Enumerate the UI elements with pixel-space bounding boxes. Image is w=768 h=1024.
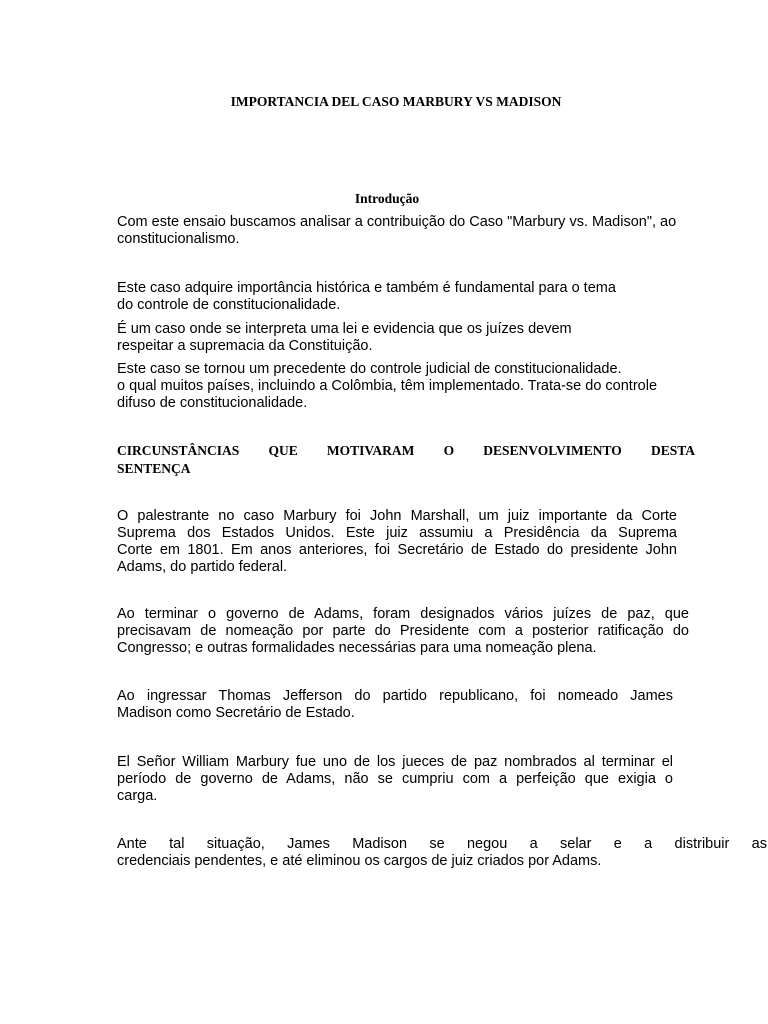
intro-heading: Introdução [354,191,420,206]
text-line: constitucionalismo. [117,231,240,247]
paragraph-intro-2 [117,280,616,314]
text-line: credenciais pendentes, e até eliminou os cargos de juiz criados por Adams. [117,853,602,869]
text-line: o qual muitos países, incluindo a Colômbia, têm implementado. Trata-se do controle [117,378,658,394]
text-line: El Señor William Marbury fue uno de los jueces de paz nombrados al terminar el [117,754,673,770]
document-title: IMPORTANCIA DEL CASO MARBURY VS MADISON [230,94,562,109]
paragraph-intro-4 [117,361,657,412]
text-line: Congresso; e outras formalidades necessárias para uma nomeação plena. [117,640,597,656]
text-line: Madison como Secretário de Estado. [117,705,355,721]
paragraph-william-marbury [117,754,673,805]
text-line: Corte em 1801. Em anos anteriores, foi Secretário de Estado do presidente John [117,542,677,558]
text-line: do controle de constitucionalidade. [117,297,341,313]
text-line: período de governo de Adams, não se cumpriu com a perfeição que exigia o [117,771,673,787]
text-line: precisavam de nomeação por parte do Presidente com a posterior ratificação do [117,623,689,639]
paragraph-jefferson [117,688,673,722]
heading-line: SENTENÇA [117,461,191,476]
paragraph-madison-refusal [117,836,767,870]
paragraph-intro-3 [117,321,572,355]
paragraph-adams-government [117,606,689,657]
text-line: É um caso onde se interpreta uma lei e evidencia que os juízes devem [117,321,572,337]
text-line: Adams, do partido federal. [117,559,288,575]
heading-line: CIRCUNSTÂNCIAS QUE MOTIVARAM O DESENVOLVIMENTO DESTA [117,443,695,458]
paragraph-intro-1 [117,214,676,248]
text-line: respeitar a supremacia da Constituição. [117,338,373,354]
paragraph-marshall [117,508,677,576]
text-line: difuso de constitucionalidade. [117,395,308,411]
section-heading [117,442,695,478]
text-line: Este caso adquire importância histórica e também é fundamental para o tema [117,280,616,296]
text-line: O palestrante no caso Marbury foi John Marshall, um juiz importante da Corte [117,508,677,524]
text-line: Suprema dos Estados Unidos. Este juiz assumiu a Presidência da Suprema [117,525,677,541]
text-line: Com este ensaio buscamos analisar a contribuição do Caso "Marbury vs. Madison", ao [117,214,677,230]
text-line: carga. [117,788,158,804]
text-line: Este caso se tornou um precedente do controle judicial de constitucionalidade. [117,361,622,377]
text-line: Ao terminar o governo de Adams, foram designados vários juízes de paz, que [117,606,689,622]
text-line: Ante tal situação, James Madison se negou a selar e a distribuir as [117,836,767,852]
text-line: Ao ingressar Thomas Jefferson do partido republicano, foi nomeado James [117,688,673,704]
